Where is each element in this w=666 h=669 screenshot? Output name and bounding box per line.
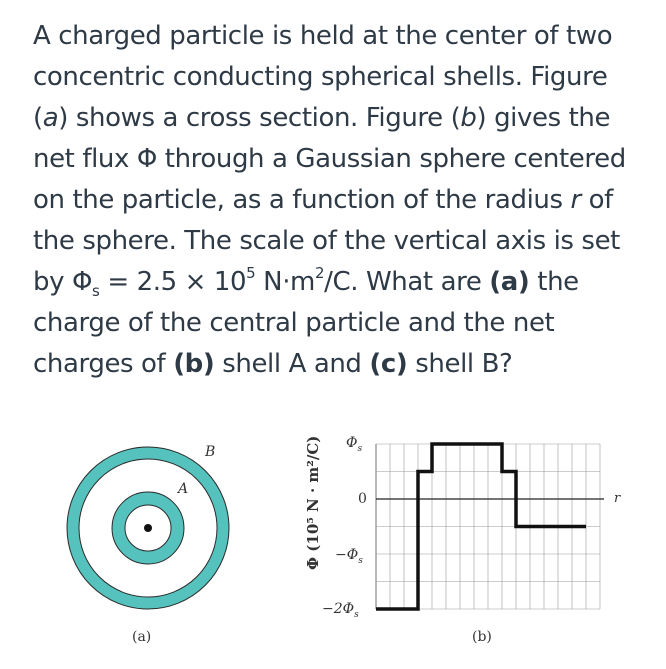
tick-label-neg-2phi-s: $-2\Phi_s$	[322, 601, 359, 620]
problem-line: on the particle, as a function of the radius r of	[33, 185, 613, 215]
central-particle	[144, 524, 152, 532]
y-axis-label: Φ (10⁵ N · m²/C)	[304, 435, 322, 570]
flux-chart	[304, 435, 621, 645]
problem-text	[33, 16, 648, 385]
figure-svg	[0, 420, 666, 665]
shell-b-label: B	[205, 444, 216, 460]
tick-label-neg-phi-s: $-\Phi_s$	[335, 547, 363, 566]
problem-line: charge of the central particle and the net	[33, 308, 555, 338]
problem-line: by $\Phi_s = 2.5 \times 10^5$ $N\cdot m^2/C$. What are (a) the	[33, 264, 579, 301]
problem-line: (a) shows a cross section. Figure (b) gives the	[33, 103, 611, 133]
tick-label-zero: 0	[358, 491, 367, 507]
tick-label-phi-s: $\Phi_s$	[346, 435, 363, 454]
shell-a-label: A	[178, 481, 189, 497]
cross-section-diagram	[67, 444, 229, 645]
problem-line: A charged particle is held at the center of two	[33, 21, 613, 51]
x-axis-label: r	[614, 491, 621, 506]
figure-a-caption: (a)	[132, 629, 152, 645]
figure	[0, 420, 666, 665]
problem-line: concentric conducting spherical shells. Figure	[33, 62, 608, 92]
figure-b-caption: (b)	[472, 629, 492, 645]
problem-line: the sphere. The scale of the vertical axis is set	[33, 226, 620, 256]
problem-line: net flux Φ through a Gaussian sphere centered	[33, 144, 626, 174]
problem-line: charges of (b) shell A and (c) shell B?	[33, 349, 513, 379]
